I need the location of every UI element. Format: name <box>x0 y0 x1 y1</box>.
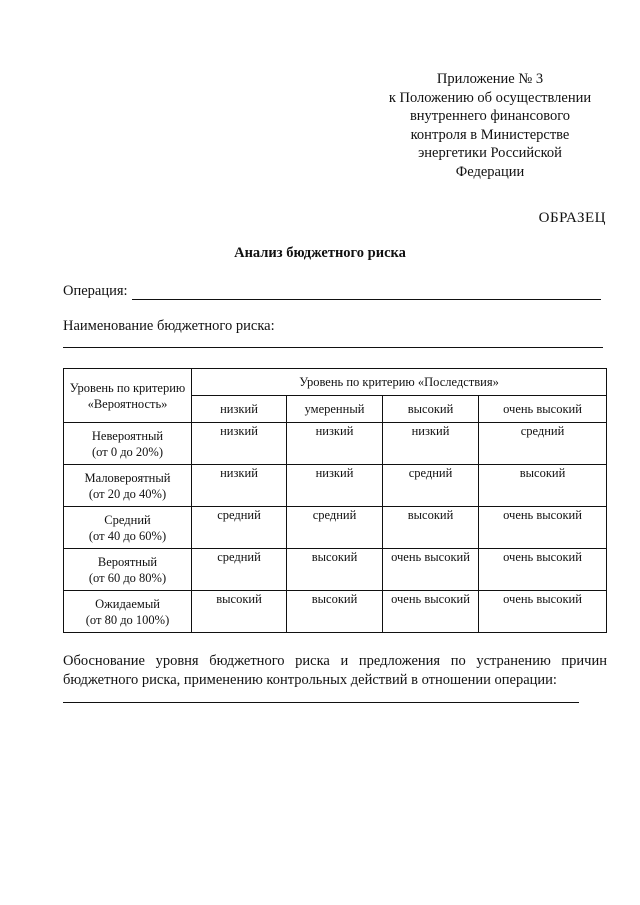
risk-cell: высокий <box>287 591 383 633</box>
probability-level <box>64 465 192 507</box>
risk-cell: очень высокий <box>479 507 607 549</box>
consequence-level-header: низкий <box>192 396 287 423</box>
justification-text: Обоснование уровня бюджетного риска и предложения по устранению причин бюджетного риска, применению контрольных действий в отношении операции: <box>63 653 607 688</box>
appendix-line: Федерации <box>455 163 525 180</box>
risk-matrix-table <box>63 368 607 633</box>
risk-cell: высокий <box>192 591 287 633</box>
risk-cell: очень высокий <box>383 549 479 591</box>
operation-label: Операция: <box>63 283 128 299</box>
risk-name-blank-line[interactable] <box>63 347 603 348</box>
probability-level <box>64 591 192 633</box>
probability-name: Ожидаемый <box>95 596 160 611</box>
appendix-line: контроля в Министерстве <box>410 126 570 143</box>
risk-cell: очень высокий <box>383 591 479 633</box>
risk-cell: низкий <box>383 423 479 465</box>
risk-cell: средний <box>192 549 287 591</box>
probability-range: (от 60 до 80%) <box>88 570 167 585</box>
risk-cell: очень высокий <box>479 591 607 633</box>
risk-cell: низкий <box>287 465 383 507</box>
risk-cell: низкий <box>287 423 383 465</box>
probability-range: (от 20 до 40%) <box>88 486 167 501</box>
probability-level <box>64 507 192 549</box>
risk-cell: средний <box>192 507 287 549</box>
risk-cell: средний <box>383 465 479 507</box>
appendix-block <box>360 70 620 181</box>
appendix-line: внутреннего финансового <box>409 108 571 124</box>
probability-range: (от 0 до 20%) <box>91 444 164 459</box>
appendix-line: Приложение № 3 <box>436 71 544 87</box>
sample-label: ОБРАЗЕЦ <box>538 210 606 226</box>
appendix-line: к Положению об осуществлении <box>388 89 592 106</box>
consequences-header: Уровень по критерию «Последствия» <box>192 369 607 396</box>
risk-name-label: Наименование бюджетного риска: <box>63 318 275 334</box>
risk-cell: низкий <box>192 423 287 465</box>
risk-cell: средний <box>479 423 607 465</box>
table-row <box>64 507 607 549</box>
risk-cell: очень высокий <box>479 549 607 591</box>
risk-cell: средний <box>287 507 383 549</box>
table-row <box>64 423 607 465</box>
probability-name: Средний <box>104 512 151 527</box>
risk-cell: высокий <box>383 507 479 549</box>
probability-level <box>64 423 192 465</box>
probability-name: Вероятный <box>97 554 158 569</box>
probability-range: (от 80 до 100%) <box>85 612 170 627</box>
table-row <box>64 465 607 507</box>
appendix-line: энергетики Российской <box>418 145 562 161</box>
consequence-level-header: умеренный <box>287 396 383 423</box>
probability-name: Маловероятный <box>84 470 171 485</box>
operation-blank-line[interactable] <box>132 285 601 300</box>
table-row <box>64 591 607 633</box>
consequence-level-header: очень высокий <box>479 396 607 423</box>
operation-field[interactable] <box>63 283 601 300</box>
risk-cell: низкий <box>192 465 287 507</box>
risk-cell: высокий <box>479 465 607 507</box>
probability-name: Невероятный <box>91 428 164 443</box>
document-title: Анализ бюджетного риска <box>234 245 406 261</box>
probability-level <box>64 549 192 591</box>
justification-blank-line[interactable] <box>63 702 579 703</box>
table-row <box>64 549 607 591</box>
probability-range: (от 40 до 60%) <box>88 528 167 543</box>
consequence-level-header: высокий <box>383 396 479 423</box>
probability-header: Уровень по критерию «Вероятность» <box>64 369 192 423</box>
risk-cell: высокий <box>287 549 383 591</box>
